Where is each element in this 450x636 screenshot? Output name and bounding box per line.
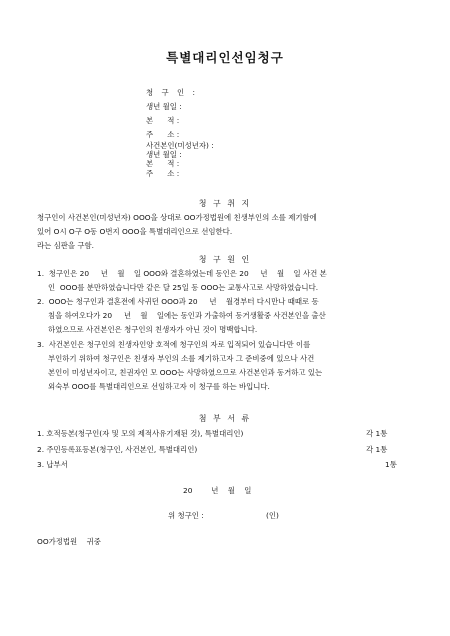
signer-label: 위 청구인 : [168,511,204,520]
cause-3-line-2: 부인하기 위하여 청구인은 친생자 부인의 소를 제기하고자 그 준비중에 있으나 사건 [48,354,315,363]
cause-3-line-4: 외숙부 OOO를 특별대리인으로 선임하고자 이 청구를 하는 바입니다. [48,382,270,391]
party-label-applicant-birth: 생년 월일 : [146,102,182,111]
attachment-1-name: 1. 호적등본(청구인(자 및 모의 제적사유기재된 것), 특별대리인) [37,429,244,438]
attachment-3-name: 3. 납부서 [37,460,68,469]
cause-2-line-3: 하였으므로 사건본인은 청구인의 친생자가 아닌 것이 명백합니다. [48,325,258,334]
attachment-3-count: 1통 [385,460,397,469]
purpose-line-1: 청구인이 사건본인(미성년자) OOO을 상대로 OO가정법원에 친생부인의 소를 제기함에 [37,213,317,222]
party-label-minor-address: 주 소 : [146,169,180,178]
cause-1-line-2: 인 OOO를 분만하였습니다만 같은 달 25일 동 OOO는 교통사고로 사망하였습니다. [48,283,319,292]
purpose-line-3: 라는 심판을 구함. [37,241,95,250]
cause-3-line-1: 3. 사건본인은 청구인의 친생자인양 호적에 청구인의 자로 입적되어 있습니다만 이를 [37,340,311,349]
cause-heading: 청 구 원 인 [198,255,252,264]
party-label-applicant-address: 주 소 : [146,130,180,139]
attachments-heading: 첨 부 서 류 [198,414,252,423]
date-line: 20 년 월 일 [183,486,252,495]
cause-3-line-3: 본인이 미성년자이고, 친권자인 모 OOO는 사망하였으므로 사건본인과 동거하고 있는 [48,368,323,377]
cause-2-line-1: 2. OOO는 청구인과 결혼전에 사귀던 OOO과 20 년 월경부터 다시만나 때때로 동 [37,297,319,306]
party-label-minor: 사건본인(미성년자) : [146,141,214,150]
purpose-heading: 청 구 취 지 [198,199,252,208]
cause-1-line-1: 1. 청구인은 20 년 월 일 OOO와 결혼하였는데 동인은 20 년 월 일 사건 본 [37,269,327,278]
seal-mark: (인) [266,511,279,520]
court-addressee: OO가정법원 귀중 [37,537,101,546]
party-label-applicant-domicile: 본 적 : [146,116,180,125]
attachment-2-name: 2. 주민등록표등본(청구인, 사건본인, 특별대리인) [37,445,198,454]
party-label-applicant: 청 구 인 : [146,88,198,97]
purpose-line-2: 있어 O시 O구 O동 O번지 OOO을 특별대리인으로 선임한다. [37,227,233,236]
cause-2-line-2: 침을 하여오다가 20 년 월 일에는 동인과 가출하여 동거생활중 사건본인을 출산 [48,311,326,320]
party-label-minor-domicile: 본 적 : [146,159,180,168]
document-title: 특별대리인선임청구 [166,50,284,65]
party-label-minor-birth: 생년 월일 : [146,150,182,159]
attachment-1-count: 각 1통 [366,429,388,438]
attachment-2-count: 각 1통 [366,445,388,454]
